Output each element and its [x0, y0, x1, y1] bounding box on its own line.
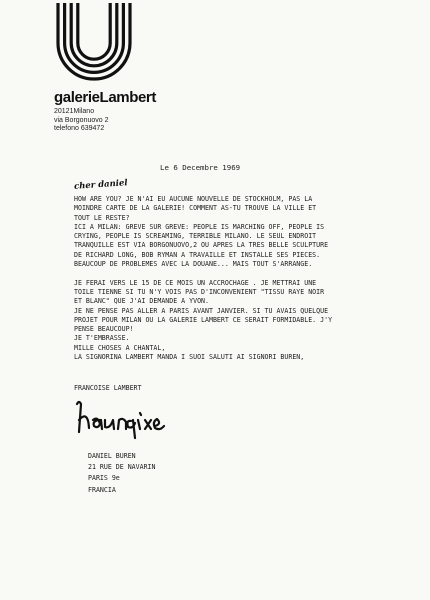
- body-line: TRANQUILLE EST VIA BORGONUOVO,2 OU APRES LA TRES BELLE SCULPTURE: [74, 241, 329, 250]
- handwritten-signature: [74, 398, 204, 440]
- gallery-address: [54, 108, 108, 134]
- body-line: ET BLANC" QUE J'AI DEMANDE A YVON.: [74, 297, 209, 306]
- body-line: JE T'EMBRASSE.: [74, 334, 130, 343]
- address-line: 20121Milano: [54, 108, 95, 115]
- galerie-lambert-logo: [54, 3, 134, 85]
- recipient-country: FRANCIA: [88, 485, 116, 494]
- body-line: TOUT LE RESTE?: [74, 213, 130, 222]
- paragraph-gap: [74, 269, 430, 278]
- body-line: CRYING, PEOPLE IS SCREAMING, TERRIBLE MILANO. LE SEUL ENDROIT: [74, 232, 317, 241]
- signer-name: FRANCOISE LAMBERT: [74, 384, 142, 392]
- body-line: MOINDRE CARTE DE LA GALERIE! COMMENT AS-TU TROUVE LA VILLE ET: [74, 204, 317, 213]
- body-line: DE RICHARD LONG, BOB RYMAN A TRAVAILLE ET INSTALLE SES PIECES.: [74, 250, 321, 259]
- body-line: PROJET POUR MILAN OU LA GALERIE LAMBERT CE SERAIT FORMIDABLE. J'Y: [74, 315, 333, 324]
- body-line: TOILE TIENNE SI TU N'Y VOIS PAS D'INCONVENIENT "TISSU RAYE NOIR: [74, 287, 325, 296]
- body-line: LA SIGNORINA LAMBERT MANDA I SUOI SALUTI AI SIGNORI BUREN,: [74, 353, 305, 362]
- handwritten-salutation: cher daniel: [73, 178, 128, 192]
- address-line: via Borgonuovo 2: [54, 116, 109, 124]
- body-line: JE NE PENSE PAS ALLER A PARIS AVANT JANVIER. SI TU AVAIS QUELQUE: [74, 306, 329, 315]
- recipient-address: [88, 451, 156, 496]
- body-line: BEAUCOUP DE PROBLEMES AVEC LA DOUANE... MAIS TOUT S'ARRANGE.: [74, 260, 313, 269]
- body-line: MILLE CHOSES A CHANTAL,: [74, 343, 166, 352]
- body-line: PENSE BEAUCOUP!: [74, 325, 134, 334]
- letter-body: [74, 195, 430, 362]
- body-line: ICI A MILAN: GREVE SUR GREVE: PEOPLE IS MARCHING OFF, PEOPLE IS: [74, 222, 325, 231]
- body-line: JE FERAI VERS LE 15 DE CE MOIS UN ACCROCHAGE . JE METTRAI UNE: [74, 278, 317, 287]
- letter-date: Le 6 Decembre 1969: [160, 163, 241, 172]
- recipient-street: 21 RUE DE NAVARIN: [88, 463, 156, 472]
- address-line: telefono 639472: [54, 125, 105, 133]
- gallery-name: galerieLambert: [54, 89, 156, 106]
- recipient-city: PARIS 9e: [88, 474, 120, 483]
- body-line: HOW ARE YOU? JE N'AI EU AUCUNE NOUVELLE DE STOCKHOLM, PAS LA: [74, 195, 313, 203]
- recipient-name: DANIEL BUREN: [88, 452, 136, 460]
